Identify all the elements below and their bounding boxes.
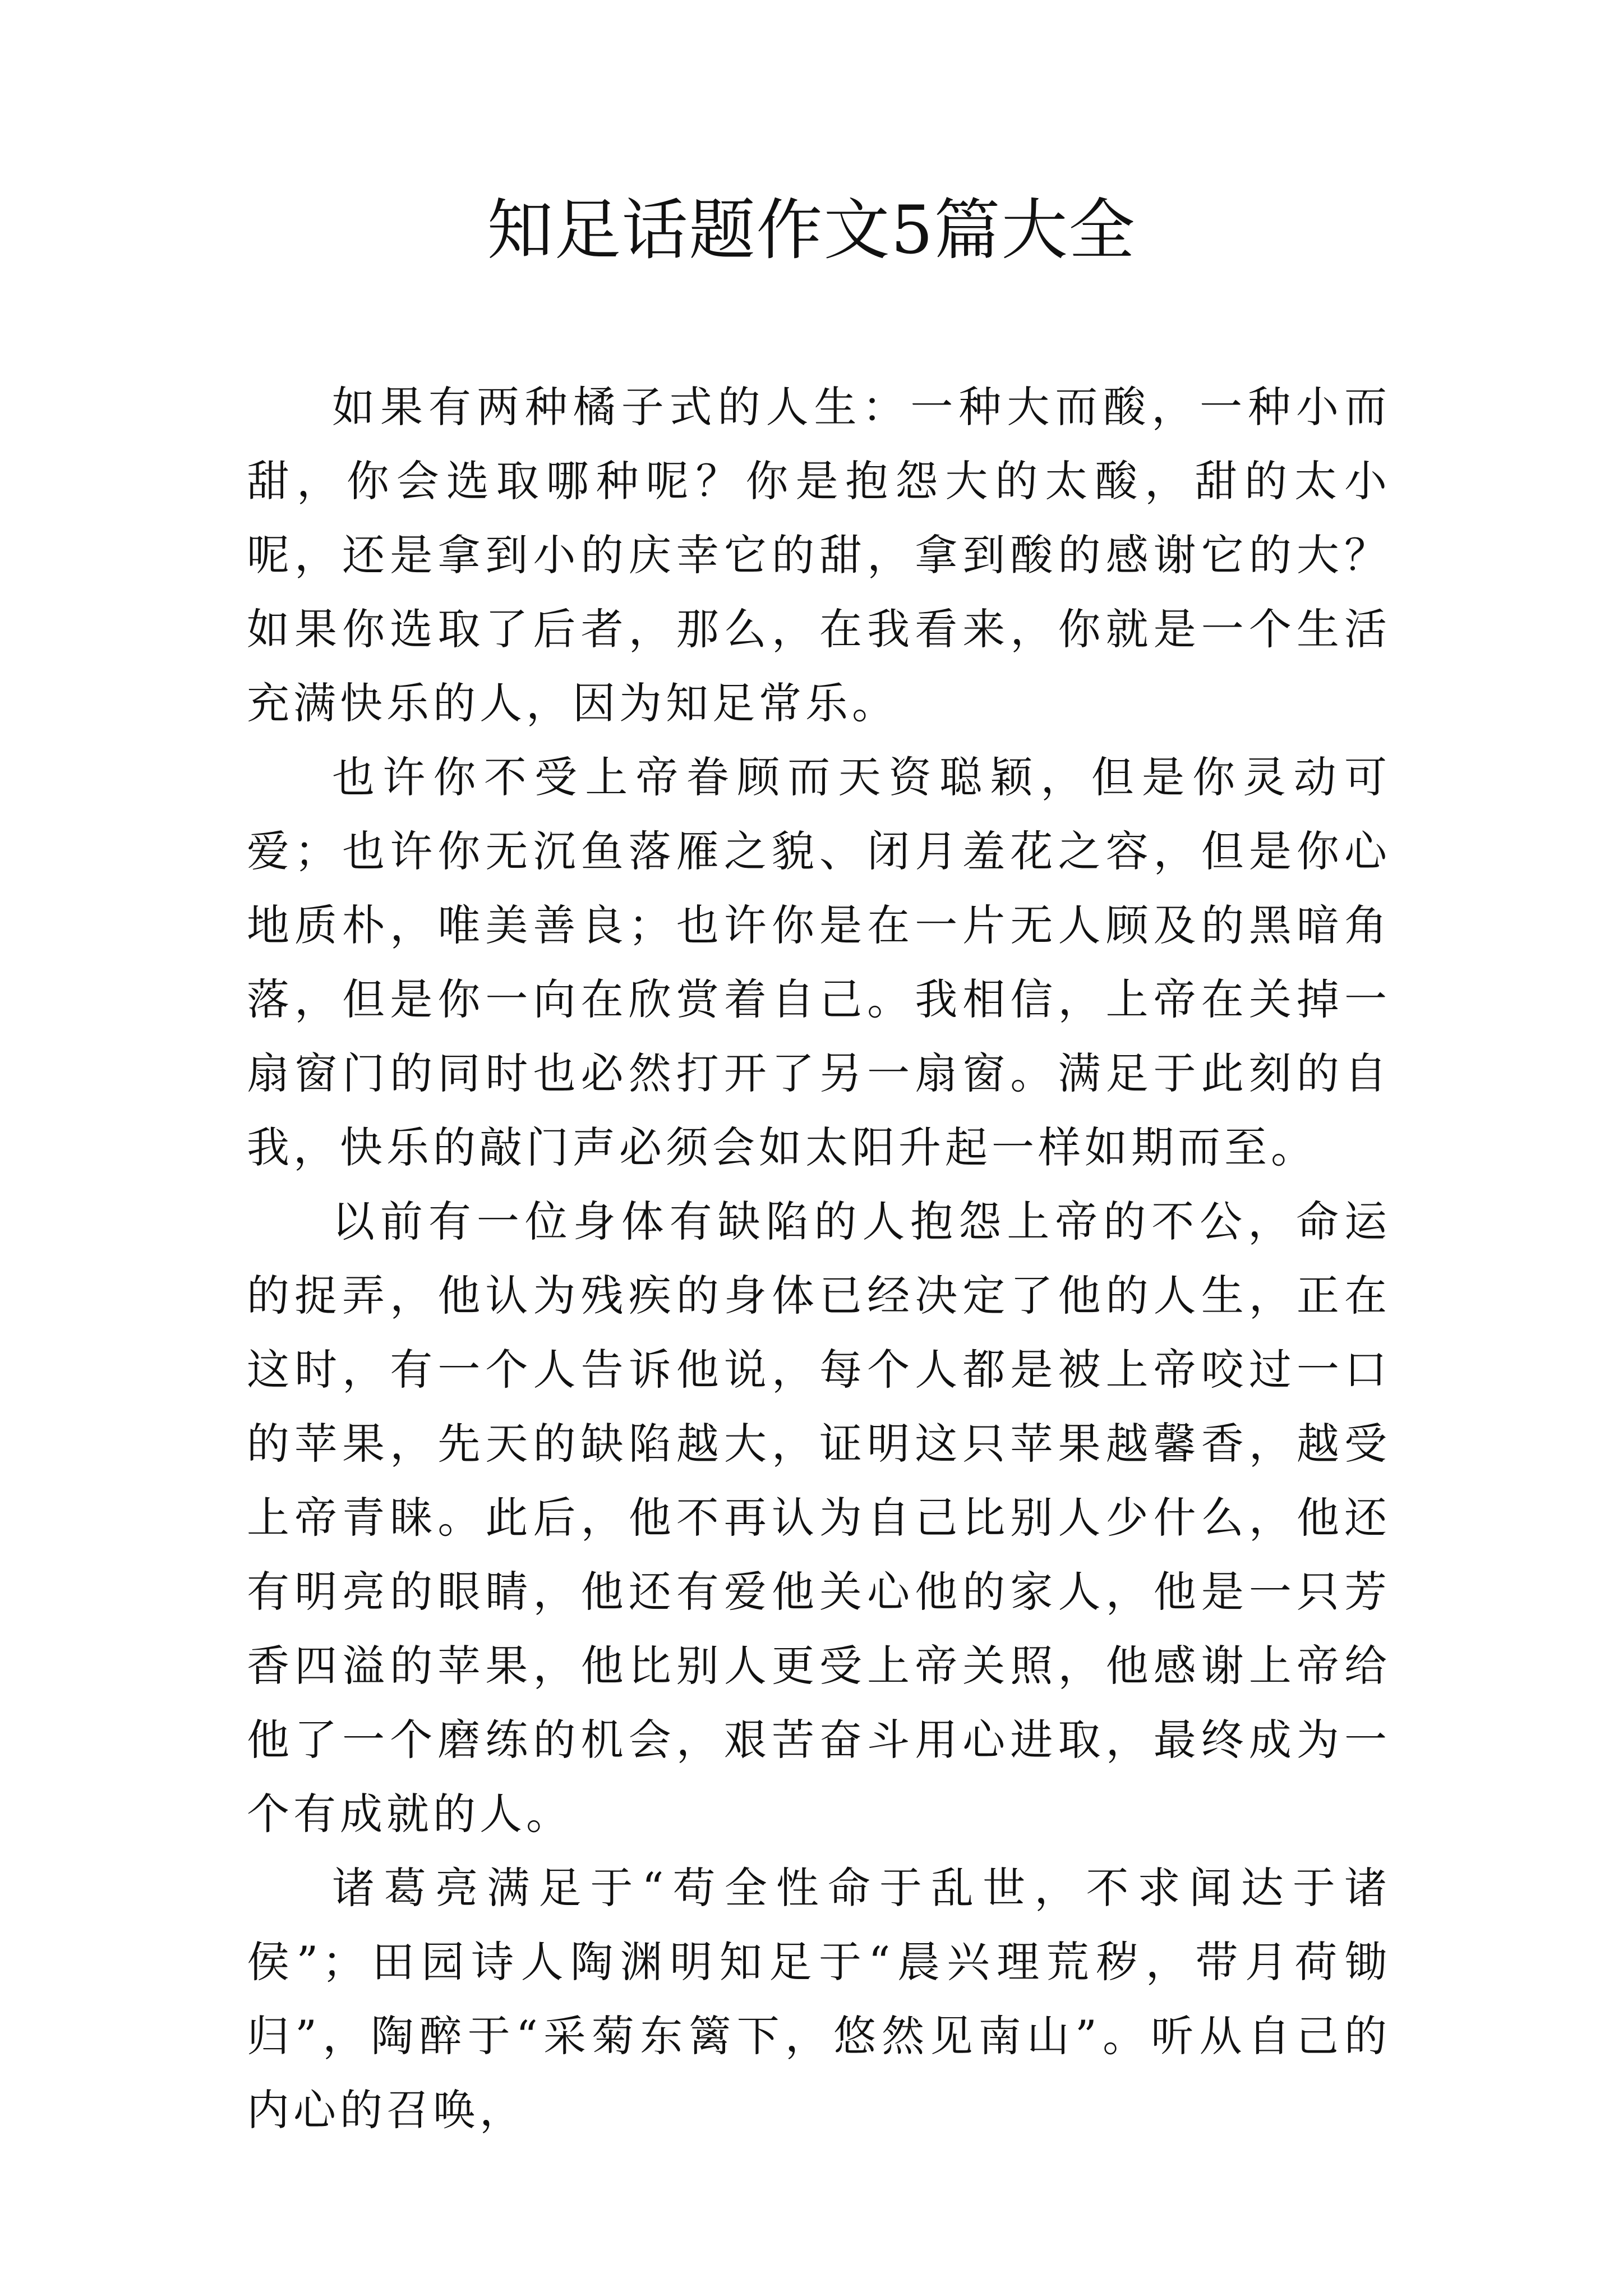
paragraph-3: 以前有一位身体有缺陷的人抱怨上帝的不公，命运的捉弄，他认为残疾的身体已经决定了他的人生，正在这时，有一个人告诉他说，每个人都是被上帝咬过一口的苹果，先天的缺陷越大，证明这只苹果越馨香，越受上帝青睐。此后，他不再认为自己比别人少什么，他还有明亮的眼睛，他还有爱他关心他的家人，他是一只芳香四溢的苹果，他比别人更受上帝关照，他感谢上帝给他了一个磨练的机会，艰苦奋斗用心进取，最终成为一个有成就的人。 [247,1197,1391,1839]
document-body [247,370,1391,2147]
document-title: 知足话题作文5篇大全 [487,191,1136,269]
paragraph-4: 诸葛亮满足于“苟全性命于乱世，不求闻达于诸侯”；田园诗人陶渊明知足于“晨兴理荒秽，带月荷锄归”，陶醉于“采菊东篱下，悠然见南山”。听从自己的内心的召唤， [247,1863,1391,2135]
paragraph-2: 也许你不受上帝眷顾而天资聪颖，但是你灵动可爱；也许你无沉鱼落雁之貌、闭月羞花之容，但是你心地质朴，唯美善良；也许你是在一片无人顾及的黑暗角落，但是你一向在欣赏着自己。我相信，上帝在关掉一扇窗门的同时也必然打开了另一扇窗。满足于此刻的自我，快乐的敲门声必须会如太阳升起一样如期而至。 [247,752,1391,1172]
paragraph-1: 如果有两种橘子式的人生：一种大而酸，一种小而甜，你会选取哪种呢？你是抱怨大的太酸，甜的太小呢，还是拿到小的庆幸它的甜，拿到酸的感谢它的大？如果你选取了后者，那么，在我看来，你就是一个生活充满快乐的人，因为知足常乐。 [247,382,1391,728]
